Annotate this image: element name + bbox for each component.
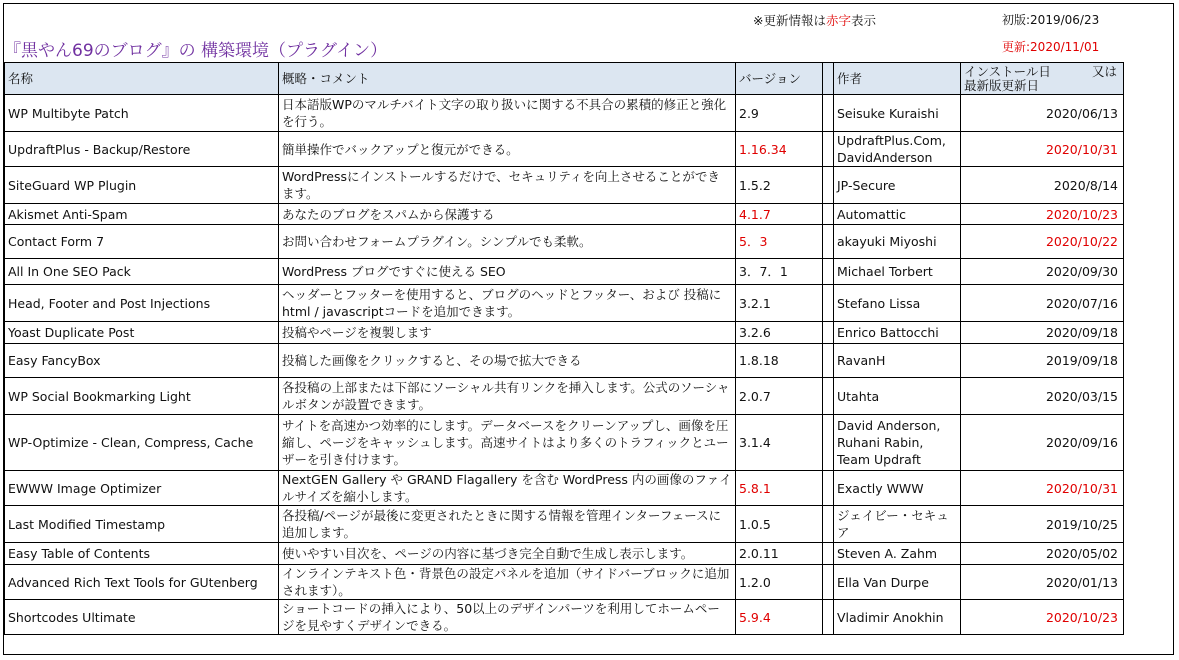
plugin-date-cell: 2020/09/30 <box>961 259 1124 285</box>
plugin-author-cell: Utahta <box>834 378 961 415</box>
table-row <box>5 506 1124 543</box>
plugin-desc-cell: 簡単操作でバックアップと復元ができる。 <box>279 132 736 167</box>
gap-cell <box>823 132 834 167</box>
table-row <box>5 565 1124 600</box>
plugin-name-cell: Contact Form 7 <box>5 225 279 259</box>
plugin-author-cell: Stefano Lissa <box>834 285 961 322</box>
table-row <box>5 132 1124 167</box>
plugin-author-cell: RavanH <box>834 344 961 378</box>
plugin-date-cell: 2019/10/25 <box>961 506 1124 543</box>
update-notice <box>753 11 876 29</box>
plugin-author-cell: Automattic <box>834 204 961 225</box>
plugin-version-cell: 1.16.34 <box>736 132 823 167</box>
table-row <box>5 95 1124 132</box>
plugin-name-cell: All In One SEO Pack <box>5 259 279 285</box>
plugin-version-cell: 1.0.5 <box>736 506 823 543</box>
plugin-version-cell: 2.0.11 <box>736 543 823 565</box>
plugin-author-cell: Vladimir Anokhin <box>834 600 961 635</box>
gap-cell <box>823 259 834 285</box>
gap-cell <box>823 204 834 225</box>
plugin-author-cell: UpdraftPlus.Com, DavidAnderson <box>834 132 961 167</box>
plugin-name-cell: EWWW Image Optimizer <box>5 471 279 506</box>
plugin-desc-cell: 各投稿/ページが最後に変更されたときに関する情報を管理インターフェースに追加します。 <box>279 506 736 543</box>
gap-cell <box>823 344 834 378</box>
plugin-desc-cell: 使いやすい目次を、ページの内容に基づき完全自動で生成し表示します。 <box>279 543 736 565</box>
table-row <box>5 167 1124 204</box>
plugin-author-cell: Michael Torbert <box>834 259 961 285</box>
table-row <box>5 543 1124 565</box>
table-row <box>5 471 1124 506</box>
plugin-version-cell: 1.5.2 <box>736 167 823 204</box>
plugin-version-cell: 5.8.1 <box>736 471 823 506</box>
table-row <box>5 600 1124 635</box>
plugin-date-cell: 2020/06/13 <box>961 95 1124 132</box>
table-row <box>5 344 1124 378</box>
plugin-name-cell: WP Social Bookmarking Light <box>5 378 279 415</box>
plugin-desc-cell: NextGEN Gallery や GRAND Flagallery を含む WordPress 内の画像のファイルサイズを縮小します。 <box>279 471 736 506</box>
plugin-date-cell: 2020/09/16 <box>961 415 1124 471</box>
header-date-line2: 最新版更新日 <box>964 77 1040 93</box>
plugin-author-cell: Ella Van Durpe <box>834 565 961 600</box>
plugin-date-cell: 2019/09/18 <box>961 344 1124 378</box>
plugin-desc-cell: ショートコードの挿入により、50以上のデザインパーツを利用してホームページを見やすくデザインできる。 <box>279 600 736 635</box>
plugin-name-cell: SiteGuard WP Plugin <box>5 167 279 204</box>
gap-cell <box>823 471 834 506</box>
plugin-version-cell: 3.2.1 <box>736 285 823 322</box>
gap-cell <box>823 285 834 322</box>
gap-cell <box>823 378 834 415</box>
plugin-version-cell: 1.2.0 <box>736 565 823 600</box>
plugin-author-cell: akayuki Miyoshi <box>834 225 961 259</box>
plugin-version-cell: 1.8.18 <box>736 344 823 378</box>
plugin-version-cell: 2.9 <box>736 95 823 132</box>
gap-cell <box>823 225 834 259</box>
plugin-desc-cell: 投稿した画像をクリックすると、その場で拡大できる <box>279 344 736 378</box>
table-row <box>5 225 1124 259</box>
plugin-version-cell: 3．7．1 <box>736 259 823 285</box>
page-title: 『黒やん69のブログ』の 構築環境（プラグイン） <box>4 41 388 61</box>
plugin-name-cell: Advanced Rich Text Tools for GUtenberg <box>5 565 279 600</box>
plugin-date-cell: 2020/10/31 <box>961 471 1124 506</box>
plugin-author-cell: Enrico Battocchi <box>834 322 961 344</box>
updated-date <box>1002 38 1099 55</box>
gap-cell <box>823 167 834 204</box>
plugin-author-cell: JP-Secure <box>834 167 961 204</box>
plugin-desc-cell: サイトを高速かつ効率的にします。データベースをクリーンアップし、画像を圧縮し、ページをキャッシュします。高速サイトはより多くのトラフィックとユーザーを引き付けます。 <box>279 415 736 471</box>
plugin-name-cell: Yoast Duplicate Post <box>5 322 279 344</box>
plugin-name-cell: Akismet Anti-Spam <box>5 204 279 225</box>
plugin-author-cell: ジェイビー・セキュア <box>834 506 961 543</box>
plugin-version-cell: 5.9.4 <box>736 600 823 635</box>
plugin-desc-cell: お問い合わせフォームプラグイン。シンプルでも柔軟。 <box>279 225 736 259</box>
plugin-date-cell: 2020/09/18 <box>961 322 1124 344</box>
gap-cell <box>823 565 834 600</box>
plugin-desc-cell: 投稿やページを複製します <box>279 322 736 344</box>
plugin-date-cell: 2020/8/14 <box>961 167 1124 204</box>
table-row <box>5 415 1124 471</box>
header-date-line1: インストール日 <box>964 63 1051 79</box>
plugin-name-cell: Head, Footer and Post Injections <box>5 285 279 322</box>
plugin-name-cell: Easy FancyBox <box>5 344 279 378</box>
plugin-name-cell: Shortcodes Ultimate <box>5 600 279 635</box>
plugin-author-cell: Exactly WWW <box>834 471 961 506</box>
plugin-desc-cell: 日本語版WPのマルチバイト文字の取り扱いに関する不具合の累積的修正と強化を行う。 <box>279 95 736 132</box>
plugin-desc-cell: インラインテキスト色・背景色の設定パネルを追加（サイドバーブロックに追加されます）。 <box>279 565 736 600</box>
plugin-desc-cell: WordPressにインストールするだけで、セキュリティを向上させることができます。 <box>279 167 736 204</box>
notice-highlight: 赤字 <box>825 13 851 28</box>
plugin-desc-cell: ヘッダーとフッターを使用すると、ブログのヘッドとフッター、および 投稿にhtml / javascriptコードを追加できます。 <box>279 285 736 322</box>
updated-value: 2020/11/01 <box>1030 40 1100 54</box>
table-row <box>5 259 1124 285</box>
table-header-row <box>5 63 1124 95</box>
header-date <box>961 63 1124 95</box>
plugin-author-cell: Steven A. Zahm <box>834 543 961 565</box>
plugin-date-cell: 2020/10/23 <box>961 600 1124 635</box>
plugin-date-cell: 2020/10/22 <box>961 225 1124 259</box>
plugin-date-cell: 2020/07/16 <box>961 285 1124 322</box>
plugin-author-cell: Seisuke Kuraishi <box>834 95 961 132</box>
table-row <box>5 378 1124 415</box>
plugin-name-cell: WP Multibyte Patch <box>5 95 279 132</box>
updated-label: 更新: <box>1002 40 1031 54</box>
gap-cell <box>823 543 834 565</box>
plugin-desc-cell: あなたのブログをスパムから保護する <box>279 204 736 225</box>
plugin-date-cell: 2020/10/23 <box>961 204 1124 225</box>
gap-cell <box>823 506 834 543</box>
plugin-name-cell: Easy Table of Contents <box>5 543 279 565</box>
header-gap <box>823 63 834 95</box>
gap-cell <box>823 415 834 471</box>
plugin-date-cell: 2020/03/15 <box>961 378 1124 415</box>
plugin-table <box>4 62 1124 635</box>
header-desc: 概略・コメント <box>279 63 736 95</box>
plugin-version-cell: 5．3 <box>736 225 823 259</box>
plugin-date-cell: 2020/05/02 <box>961 543 1124 565</box>
header-author: 作者 <box>834 63 961 95</box>
table-row <box>5 285 1124 322</box>
plugin-version-cell: 3.1.4 <box>736 415 823 471</box>
plugin-desc-cell: WordPress ブログですぐに使える SEO <box>279 259 736 285</box>
plugin-version-cell: 2.0.7 <box>736 378 823 415</box>
header-date-or: 又は <box>1091 64 1117 79</box>
plugin-name-cell: UpdraftPlus - Backup/Restore <box>5 132 279 167</box>
header-name: 名称 <box>5 63 279 95</box>
plugin-date-cell: 2020/01/13 <box>961 565 1124 600</box>
plugin-desc-cell: 各投稿の上部または下部にソーシャル共有リンクを挿入します。公式のソーシャルボタンが設置できます。 <box>279 378 736 415</box>
table-row <box>5 204 1124 225</box>
plugin-date-cell: 2020/10/31 <box>961 132 1124 167</box>
notice-prefix: ※更新情報は <box>753 13 826 28</box>
gap-cell <box>823 95 834 132</box>
gap-cell <box>823 600 834 635</box>
plugin-name-cell: Last Modified Timestamp <box>5 506 279 543</box>
first-edition-date: 初版:2019/06/23 <box>1002 13 1100 27</box>
notice-suffix: 表示 <box>851 13 877 28</box>
plugin-author-cell: David Anderson, Ruhani Rabin, Team Updraft <box>834 415 961 471</box>
plugin-name-cell: WP-Optimize - Clean, Compress, Cache <box>5 415 279 471</box>
plugin-version-cell: 4.1.7 <box>736 204 823 225</box>
table-row <box>5 322 1124 344</box>
header-version: バージョン <box>736 63 823 95</box>
plugin-version-cell: 3.2.6 <box>736 322 823 344</box>
gap-cell <box>823 322 834 344</box>
